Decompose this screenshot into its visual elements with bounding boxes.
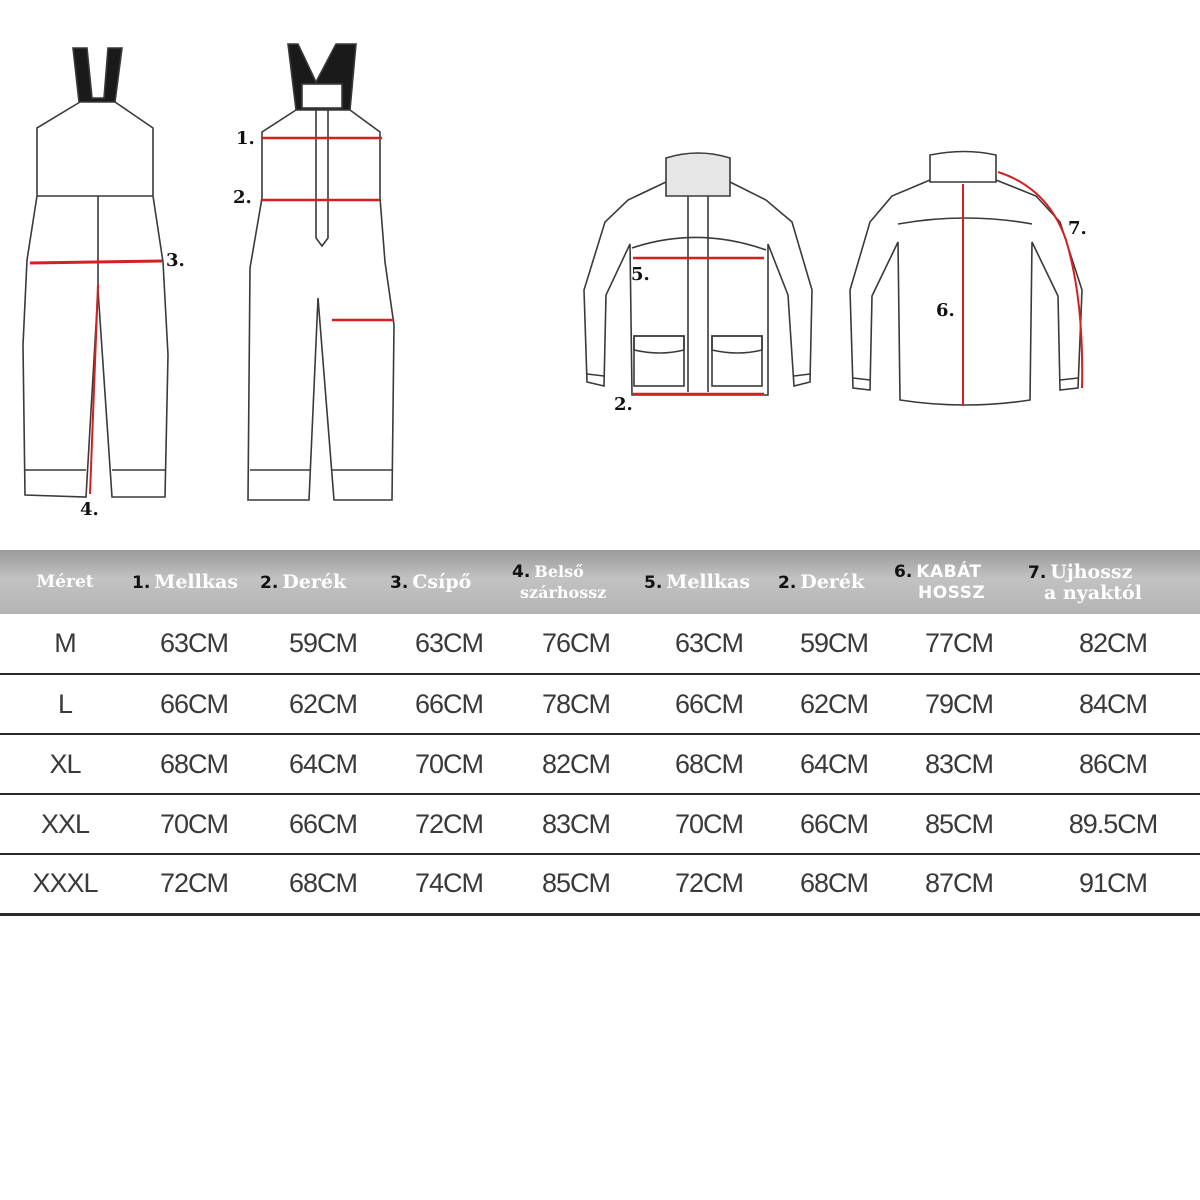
cell-hip: 72CM [388, 794, 510, 854]
header-chest: 1. Mellkas [132, 570, 239, 593]
cell-size: XL [0, 734, 130, 794]
cell-jacket-waist: 66CM [776, 794, 892, 854]
hip-measure-line [30, 261, 162, 263]
cell-chest: 68CM [130, 734, 258, 794]
header-size: Méret [36, 572, 94, 592]
cell-chest: 70CM [130, 794, 258, 854]
cell-hip: 66CM [388, 674, 510, 734]
inseam-measure-line [90, 284, 98, 494]
cell-sleeve-length: 91CM [1026, 854, 1200, 914]
table-row [0, 734, 1200, 794]
header-hip: 3. Csípő [390, 570, 472, 593]
cell-jacket-chest: 72CM [642, 854, 776, 914]
size-chart [0, 550, 1200, 916]
cell-jacket-waist: 59CM [776, 614, 892, 674]
cell-waist: 64CM [258, 734, 388, 794]
header-jacket-chest: 5. Mellkas [644, 570, 751, 593]
size-table [0, 550, 1200, 916]
jacket-front-drawing [584, 153, 812, 395]
cell-jacket-waist: 64CM [776, 734, 892, 794]
table-header-row [0, 550, 1200, 614]
cell-jacket-length: 77CM [892, 614, 1026, 674]
hip-label: 3. [166, 250, 185, 271]
cell-jacket-chest: 66CM [642, 674, 776, 734]
cell-chest: 63CM [130, 614, 258, 674]
header-jacket-length: 6. KABÁT HOSSZ [894, 562, 986, 603]
cell-inseam: 83CM [510, 794, 642, 854]
cell-waist: 66CM [258, 794, 388, 854]
cell-jacket-chest: 68CM [642, 734, 776, 794]
cell-jacket-length: 87CM [892, 854, 1026, 914]
cell-chest: 66CM [130, 674, 258, 734]
table-row [0, 794, 1200, 854]
jacket-chest-label: 5. [631, 264, 650, 285]
cell-sleeve-length: 86CM [1026, 734, 1200, 794]
cell-waist: 59CM [258, 614, 388, 674]
header-jacket-waist: 2. Derék [778, 570, 865, 593]
chest-label: 1. [236, 128, 255, 149]
cell-size: L [0, 674, 130, 734]
cell-inseam: 76CM [510, 614, 642, 674]
cell-sleeve-length: 89.5CM [1026, 794, 1200, 854]
sleeve-label: 7. [1068, 218, 1087, 239]
waist-label: 2. [233, 187, 252, 208]
cell-size: XXL [0, 794, 130, 854]
table-row [0, 674, 1200, 734]
cell-size: XXXL [0, 854, 130, 914]
cell-inseam: 85CM [510, 854, 642, 914]
cell-jacket-length: 83CM [892, 734, 1026, 794]
cell-inseam: 78CM [510, 674, 642, 734]
cell-jacket-length: 79CM [892, 674, 1026, 734]
cell-jacket-chest: 70CM [642, 794, 776, 854]
cell-inseam: 82CM [510, 734, 642, 794]
cell-hip: 63CM [388, 614, 510, 674]
cell-chest: 72CM [130, 854, 258, 914]
cell-jacket-length: 85CM [892, 794, 1026, 854]
overall-back-drawing [23, 48, 168, 497]
jacket-length-label: 6. [936, 300, 955, 321]
table-row [0, 854, 1200, 914]
cell-jacket-waist: 68CM [776, 854, 892, 914]
cell-hip: 74CM [388, 854, 510, 914]
cell-waist: 68CM [258, 854, 388, 914]
sleeve-measure-line [998, 172, 1082, 388]
cell-jacket-chest: 63CM [642, 614, 776, 674]
header-inseam: 4. Belső szárhossz [512, 562, 607, 602]
cell-jacket-waist: 62CM [776, 674, 892, 734]
table-row [0, 614, 1200, 674]
table-body [0, 614, 1200, 914]
inseam-label: 4. [80, 499, 99, 520]
cell-sleeve-length: 82CM [1026, 614, 1200, 674]
cell-hip: 70CM [388, 734, 510, 794]
overall-front-drawing [248, 44, 394, 500]
garment-diagrams [0, 0, 1200, 540]
cell-size: M [0, 614, 130, 674]
header-sleeve-length: 7. Ujhossz a nyaktól [1028, 560, 1142, 604]
cell-waist: 62CM [258, 674, 388, 734]
jacket-waist-label: 2. [614, 394, 633, 415]
jacket-back-drawing [850, 152, 1082, 406]
cell-sleeve-length: 84CM [1026, 674, 1200, 734]
header-waist: 2. Derék [260, 570, 347, 593]
